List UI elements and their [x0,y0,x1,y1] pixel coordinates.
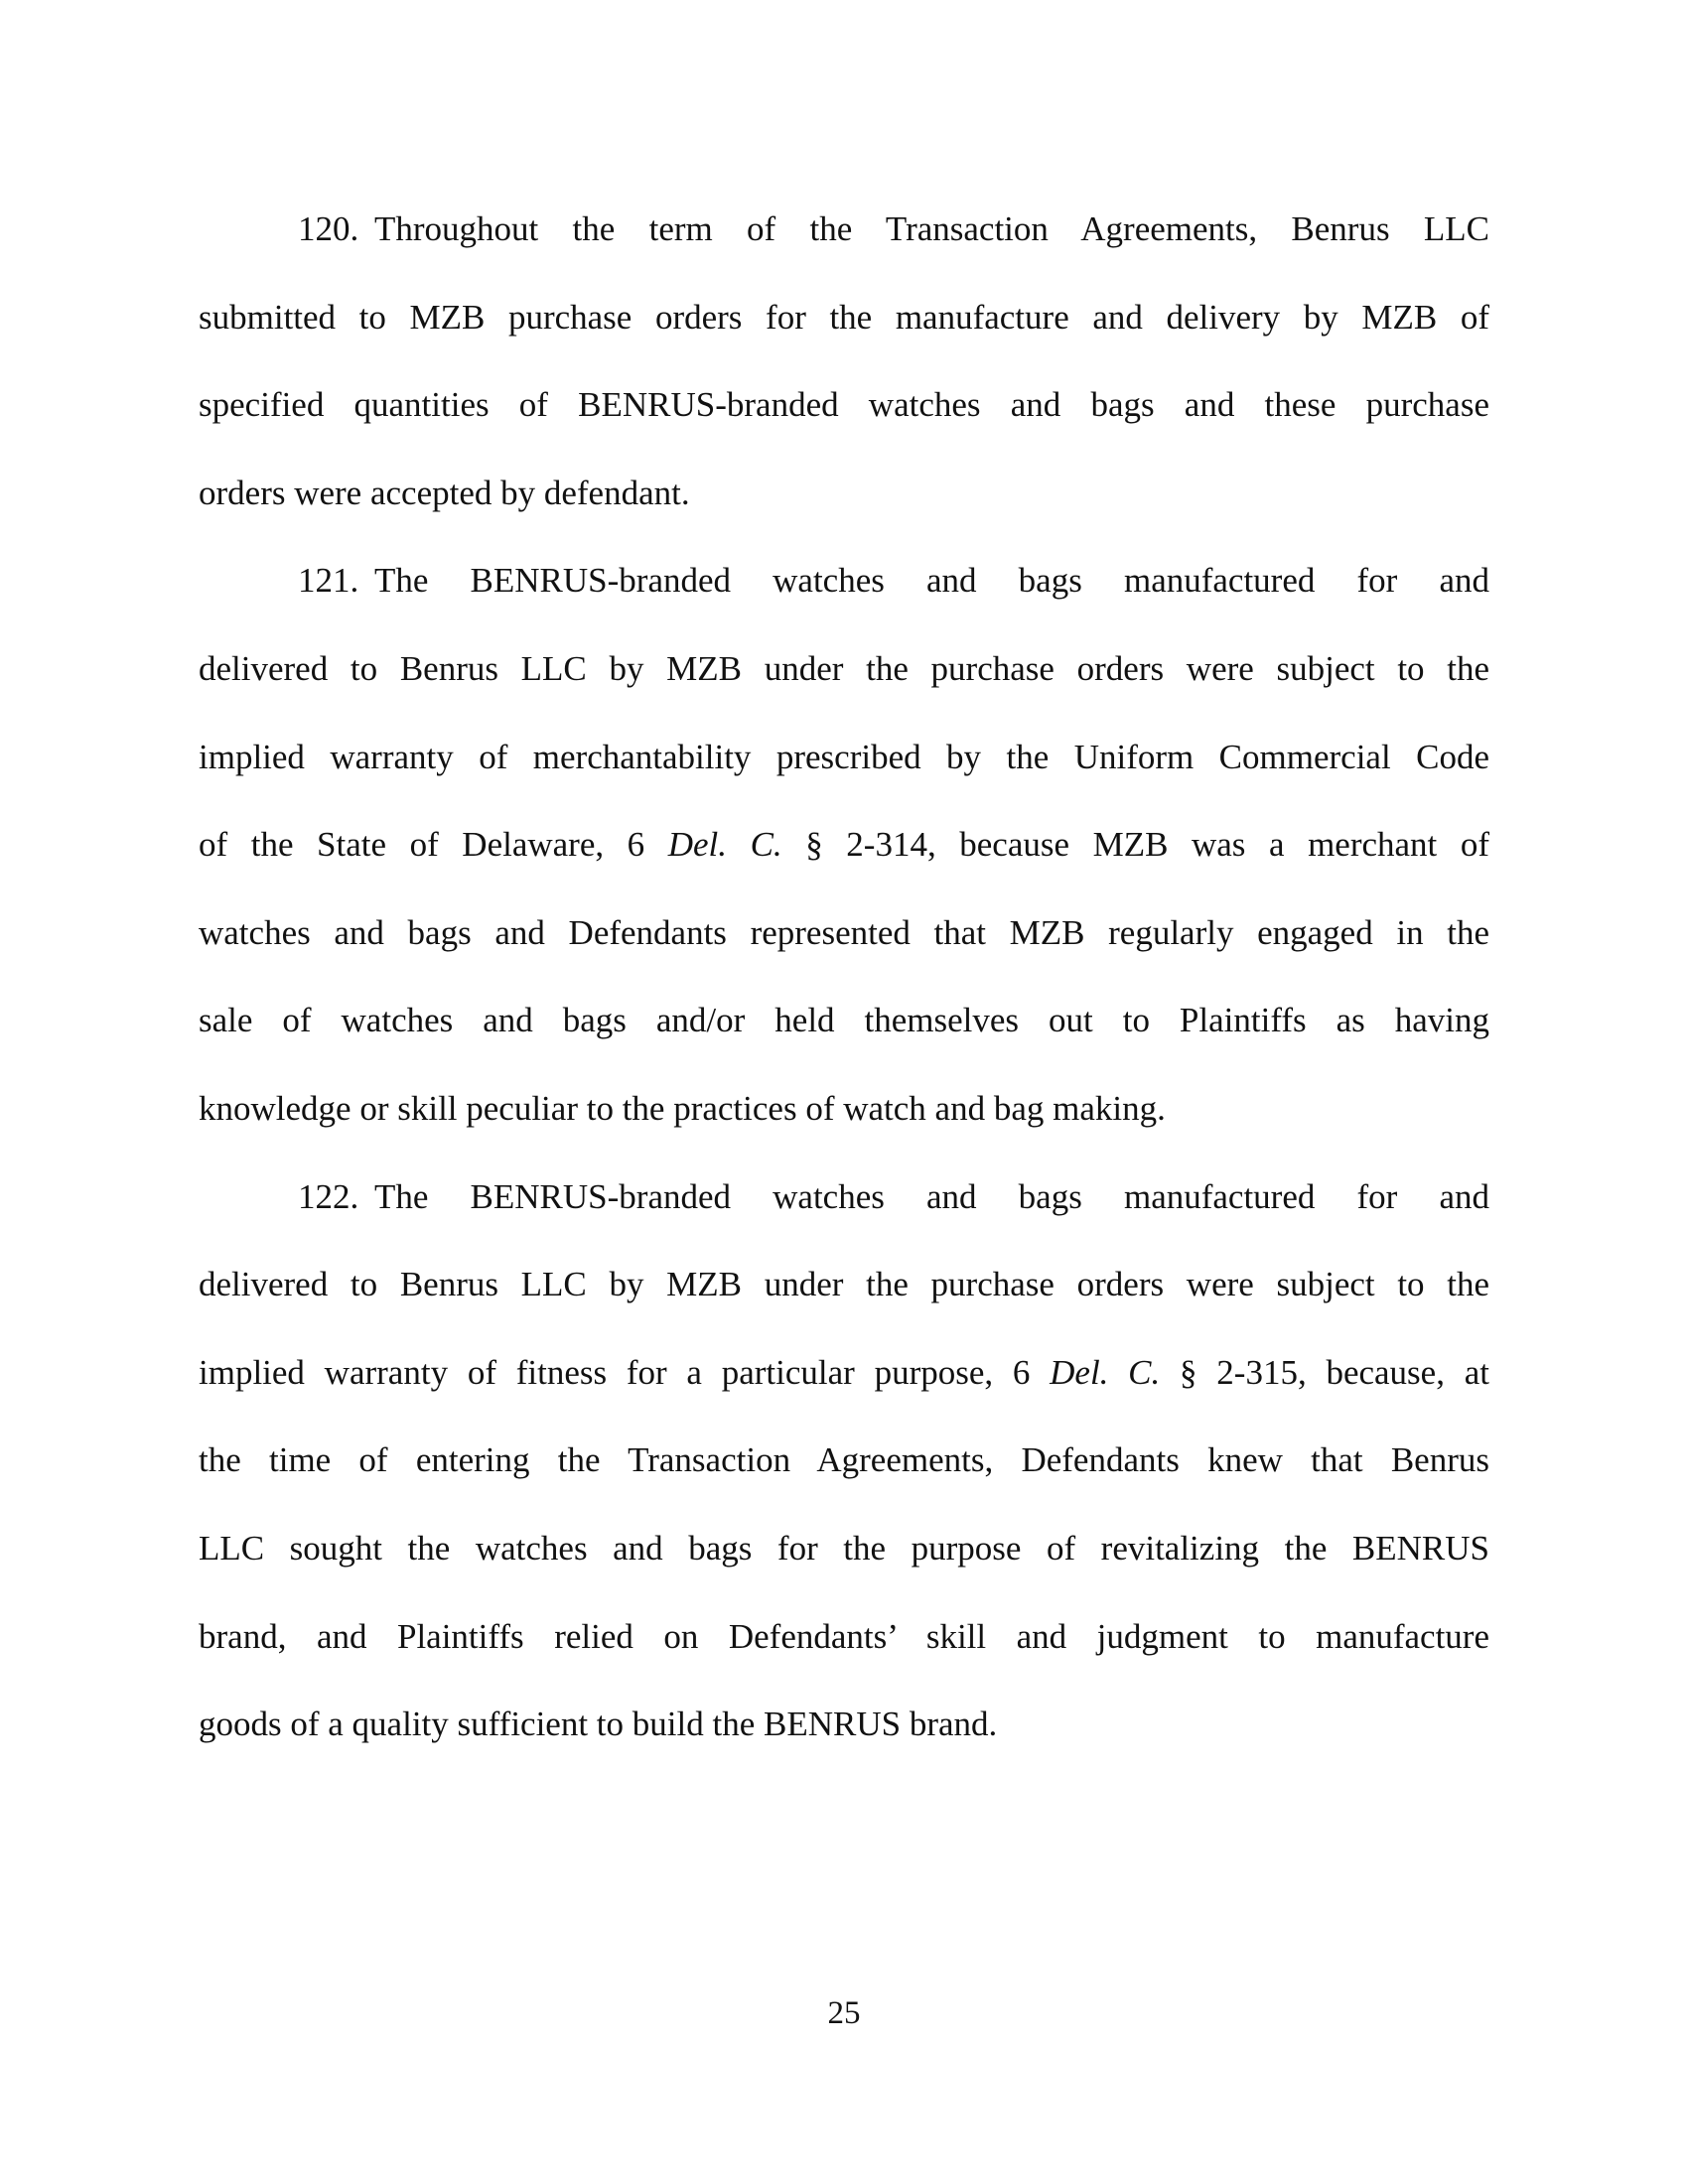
page-number: 25 [827,1995,861,2031]
paragraph-line: brand, and Plaintiffs relied on Defendants’ skill and judgment to manufacture [199,1616,1489,1656]
paragraph-line: watches and bags and Defendants represented that MZB regularly engaged in the [199,912,1489,952]
statute-citation-italic: Del. C. [667,825,782,865]
paragraph-line [199,186,1489,274]
paragraph-line: delivered to Benrus LLC by MZB under the purchase orders were subject to the [199,648,1489,688]
paragraph-line: the time of entering the Transaction Agreements, Defendants knew that Benrus [199,1440,1489,1480]
paragraph-122 [199,1154,1489,1769]
paragraph-text: The BENRUS-branded watches and bags manufactured for and [374,1176,1489,1216]
paragraph-120 [199,186,1489,537]
paragraph-line: knowledge or skill peculiar to the practices of watch and bag making. [199,1088,1166,1128]
line-text: § 2-314, because MZB was a merchant of [781,825,1490,865]
paragraph-line [199,1154,1489,1242]
paragraph-number: 120. [298,209,359,248]
line-text: implied warranty of fitness for a particular purpose, 6 [199,1352,1051,1392]
document-body [199,186,1489,1769]
line-text: § 2-315, because, at [1160,1352,1489,1392]
line-text: of the State of Delaware, 6 [199,825,668,865]
paragraph-number: 122. [298,1176,359,1216]
paragraph-line: sale of watches and bags and/or held themselves out to Plaintiffs as having [199,1001,1489,1040]
paragraph-line: goods of a quality sufficient to build the BENRUS brand. [199,1705,998,1744]
paragraph-line: orders were accepted by defendant. [199,473,690,512]
paragraph-line [199,801,1489,889]
paragraph-line: submitted to MZB purchase orders for the manufacture and delivery by MZB of [199,297,1489,337]
paragraph-line [199,537,1489,625]
paragraph-text: Throughout the term of the Transaction Agreements, Benrus LLC [374,209,1489,248]
paragraph-line: LLC sought the watches and bags for the purpose of revitalizing the BENRUS [199,1528,1489,1568]
paragraph-line: specified quantities of BENRUS-branded watches and bags and these purchase [199,385,1489,425]
paragraph-line: implied warranty of merchantability prescribed by the Uniform Commercial Code [199,737,1489,776]
paragraph-121 [199,537,1489,1153]
statute-citation-italic: Del. C. [1050,1352,1161,1392]
paragraph-line [199,1329,1489,1418]
paragraph-line: delivered to Benrus LLC by MZB under the purchase orders were subject to the [199,1265,1489,1304]
paragraph-text: The BENRUS-branded watches and bags manufactured for and [374,561,1489,601]
paragraph-number: 121. [298,561,359,601]
